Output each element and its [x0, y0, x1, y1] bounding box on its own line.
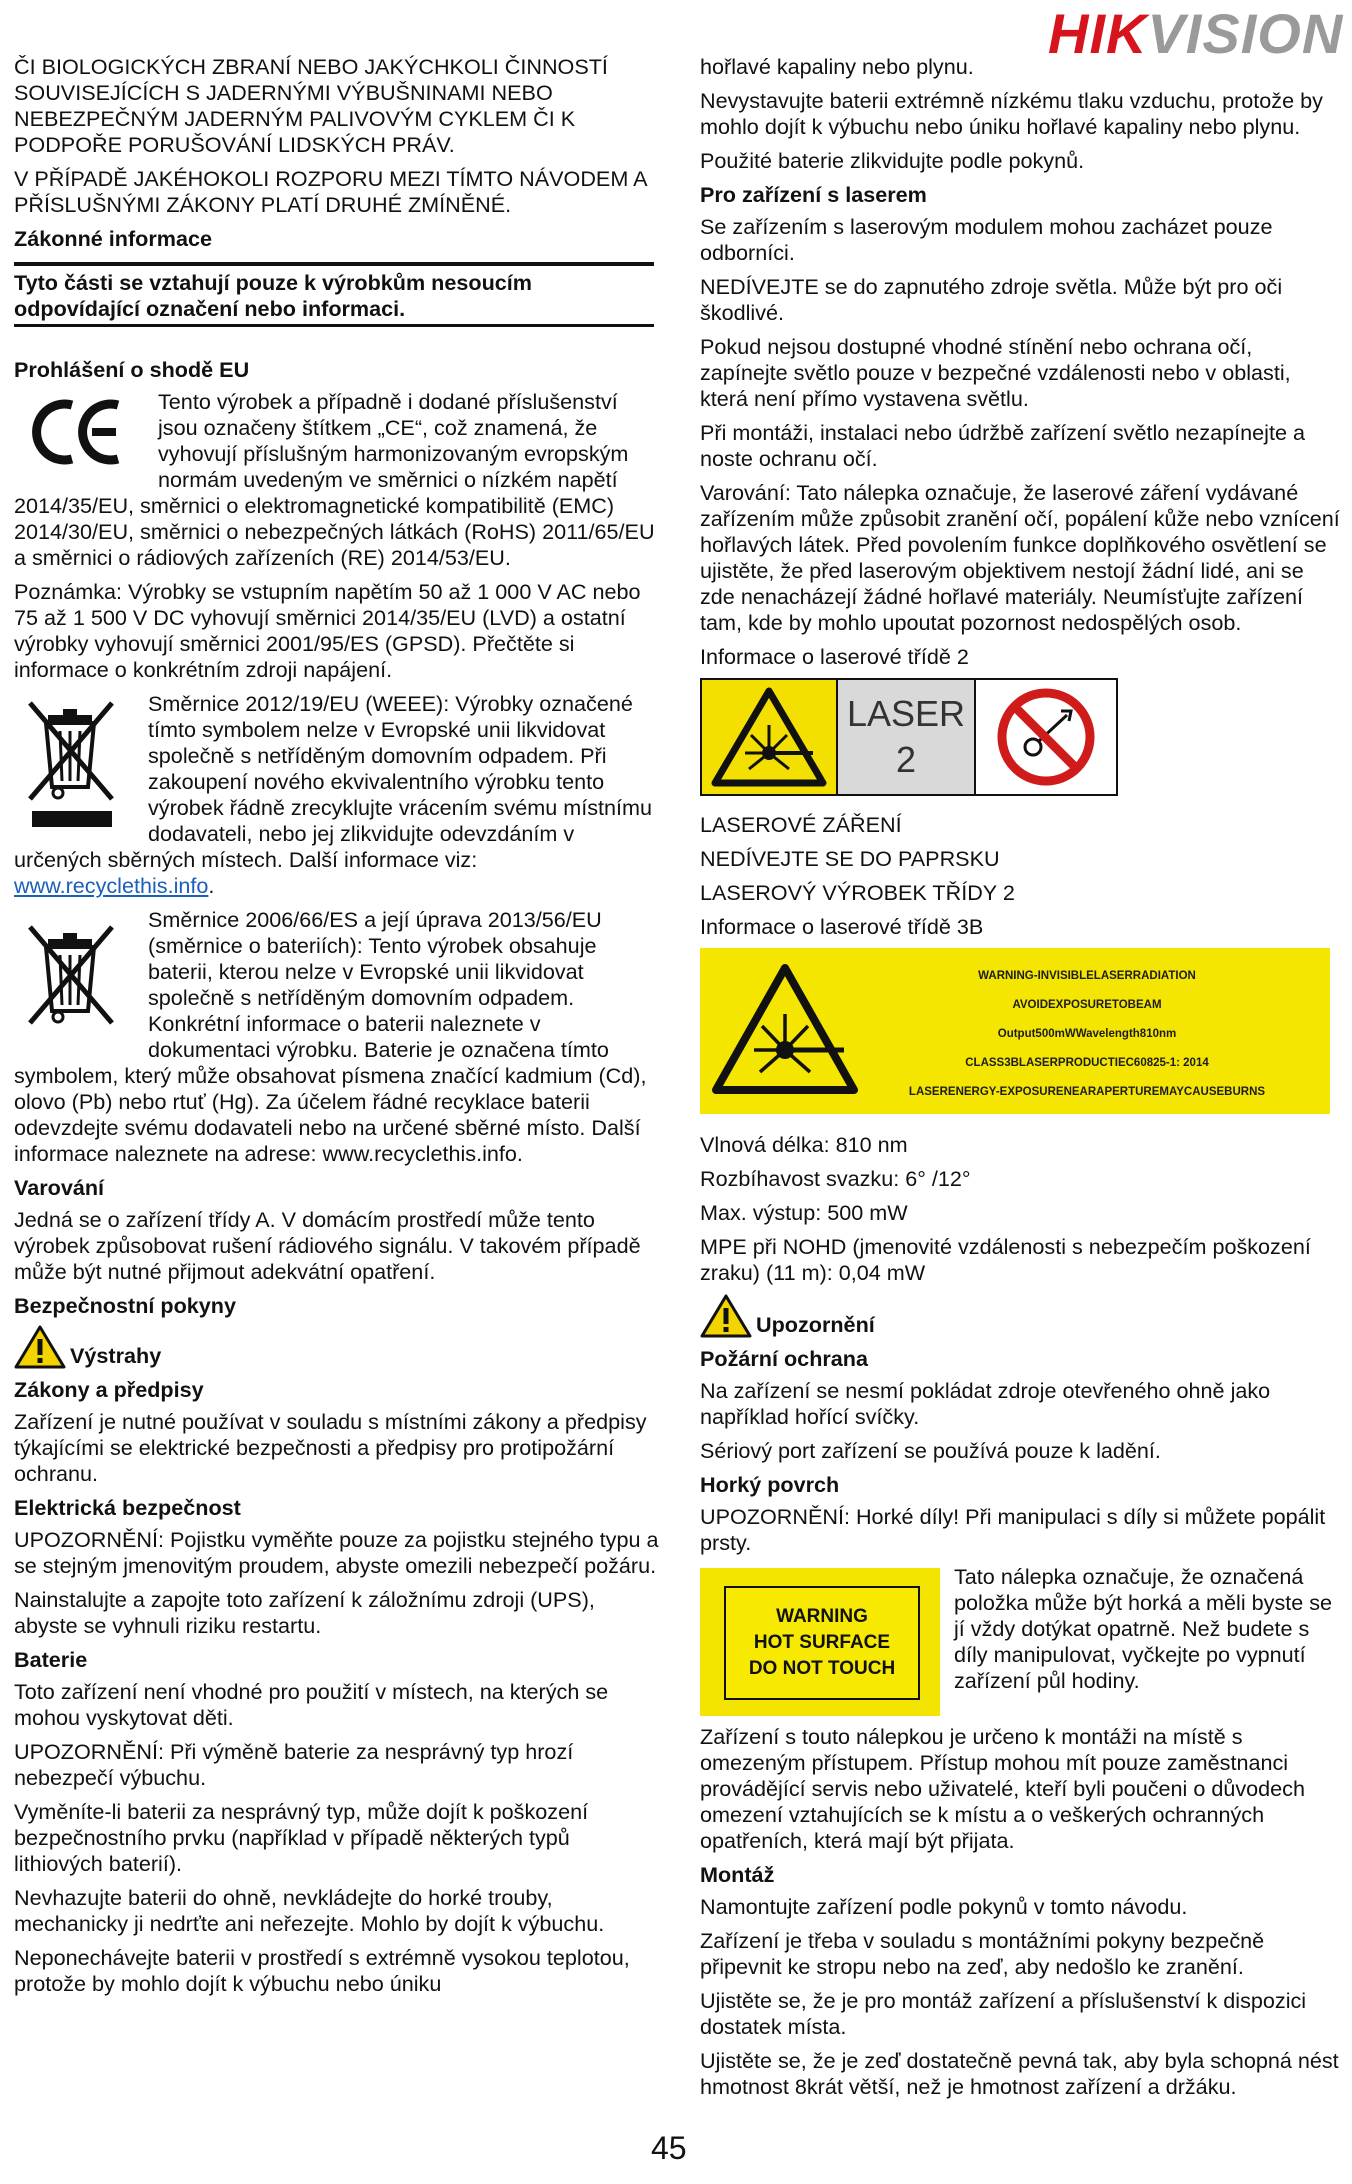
- caution-triangle-icon: [700, 1294, 752, 1338]
- laser-3b-hazard-icon: [710, 962, 860, 1102]
- battery-bin-icon: [16, 919, 126, 1045]
- hot-p3: Zařízení s touto nálepkou je určeno k montáži na místě s omezeným přístupem. Přístup mohou mít pouze zaměstnanci provádějící servis nebo uživatelé, kteří byli poučeni o důvodech omezení vztahujících se k místu a o veškerých ochranných opatřeních, která mají být přijata.: [700, 1724, 1305, 1853]
- no-look-icon: [976, 680, 1116, 794]
- hot-surface-label: [700, 1568, 940, 1716]
- weee-text-end: .: [208, 873, 215, 898]
- battery-cont-3: Použité baterie zlikvidujte podle pokynů.: [700, 148, 1085, 173]
- battery-text-3: Vyměníte-li baterii za nesprávný typ, může dojít k poškození bezpečnostního prvku (například v případě některých typů lithiových baterií).: [14, 1799, 589, 1876]
- hot-p2: Tato nálepka označuje, že označená položka může být horká a měli byste se jí vždy dotýkat opatrně. Než budete s díly manipulovat, vyčkejte po vypnutí zařízení půl hodiny.: [954, 1564, 1333, 1693]
- recycle-link[interactable]: www.recyclethis.info: [14, 873, 209, 898]
- conflict-caps: V PŘÍPADĚ JAKÉHOKOLI ROZPORU MEZI TÍMTO NÁVODEM A PŘÍSLUŠNÝMI ZÁKONY PLATÍ DRUHÉ ZMÍNĚNÉ.: [14, 166, 647, 217]
- warning-heading: Varování: [14, 1175, 105, 1200]
- electrical-text-1: UPOZORNĚNÍ: Pojistku vyměňte pouze za pojistku stejného typu a se stejným jmenovitým proudem, abyste omezili nebezpečí požáru.: [14, 1527, 659, 1578]
- class3b-heading: Informace o laserové třídě 3B: [700, 914, 984, 939]
- laser-word: LASER: [846, 693, 966, 734]
- warnings-row: [14, 1325, 659, 1369]
- label-line-1: WARNING-INVISIBLELASERRADIATION: [978, 970, 1196, 982]
- warning-text: Jedná se o zařízení třídy A. V domácím prostředí může tento výrobek způsobovat rušení rádiového signálu. V takovém případě může být nutné přijmout adekvátní opatření.: [14, 1207, 641, 1284]
- caution-row: [700, 1294, 1340, 1338]
- laser-class-text: [838, 680, 976, 794]
- mount-p2: Zařízení je třeba v souladu s montážními pokyny bezpečně připevnit ke stropu nebo na zeď, aby nedošlo ke zranění.: [700, 1928, 1265, 1979]
- laser-p2: NEDÍVEJTE se do zapnutého zdroje světla. Může být pro oči škodlivé.: [700, 274, 1283, 325]
- hot-label-line-1: WARNING: [776, 1606, 868, 1627]
- laser-heading: Pro zařízení s laserem: [700, 182, 927, 207]
- electrical-text-2: Nainstalujte a zapojte toto zařízení k záložnímu zdroji (UPS), abyste se vyhnuli riziku restartu.: [14, 1587, 595, 1638]
- weee-bin-icon: [16, 695, 126, 841]
- weee-text-body: Směrnice 2012/19/EU (WEEE): Výrobky označené tímto symbolem nelze v Evropské unii likvidovat společně s netříděným domovním odpadem. Při zakoupení nového ekvivalentního výrobku tento výrobek řádně zrecyklujte vrácením svému místnímu dodavateli, nebo jej zlikvidujte odevzdáním v určených sběrných místech. Další informace viz:: [14, 691, 653, 872]
- laws-text: Zařízení je nutné používat v souladu s místními zákony a předpisy týkajícími se elektrické bezpečnosti a předpisy pro protipožární ochranu.: [14, 1409, 647, 1486]
- battery-cont-2: Nevystavujte baterii extrémně nízkému tlaku vzduchu, protože by mohlo dojít k výbuchu nebo úniku hořlavé kapaliny nebo plynu.: [700, 88, 1323, 139]
- label-line-2: AVOIDEXPOSURETOBEAM: [1012, 999, 1162, 1011]
- right-column: [700, 54, 1340, 2108]
- divergence: Rozbíhavost svazku: 6° /12°: [700, 1166, 971, 1191]
- battery-text-2: UPOZORNĚNÍ: Při výměně baterie za nesprávný typ hrozí nebezpečí výbuchu.: [14, 1739, 574, 1790]
- laws-heading: Zákony a předpisy: [14, 1377, 204, 1402]
- hot-label-line-3: DO NOT TOUCH: [748, 1658, 896, 1679]
- logo-text-hik: HIK: [1048, 2, 1148, 65]
- label-line-4: CLASS3BLASERPRODUCTIEC60825-1: 2014: [965, 1057, 1209, 1069]
- laser-p1: Se zařízením s laserovým modulem mohou zacházet pouze odborníci.: [700, 214, 1273, 265]
- battery-text-5: Neponechávejte baterii v prostředí s extrémně vysokou teplotou, protože by mohlo dojít k výbuchu nebo úniku: [14, 1945, 630, 1996]
- fire-p2: Sériový port zařízení se používá pouze k ladění.: [700, 1438, 1161, 1463]
- lvd-note: Poznámka: Výrobky se vstupním napětím 50 až 1 000 V AC nebo 75 až 1 500 V DC vyhovují směrnici 2014/35/EU (LVD) a ostatní výrobky vyhovují směrnici 2001/95/ES (GPSD). Přečtěte si informace o konkrétním zdroji napájení.: [14, 579, 641, 682]
- left-column: [14, 54, 659, 2005]
- mpe-text: MPE při NOHD (jmenovité vzdálenosti s nebezpečím poškození zraku) (11 m): 0,04 mW: [700, 1234, 1311, 1285]
- battery-heading: Baterie: [14, 1647, 88, 1672]
- ce-text: Tento výrobek a případně i dodané příslušenství jsou označeny štítkem „CE“, což znamená, že vyhovují příslušným harmonizovaným evropským normám uvedeným ve směrnici o nízkém napětí 2014/35/EU, směrnici o elektromagnetické kompatibilitě (EMC) 2014/30/EU, směrnici o nebezpečných látkách (RoHS) 2011/65/EU a směrnici o rádiových zařízeních (RE) 2014/53/EU.: [14, 389, 655, 570]
- legal-heading: Zákonné informace: [14, 226, 212, 251]
- laser-no-look-text: NEDÍVEJTE SE DO PAPRSKU: [700, 846, 1000, 871]
- hot-label-line-2: HOT SURFACE: [753, 1632, 891, 1653]
- electrical-heading: Elektrická bezpečnost: [14, 1495, 241, 1520]
- laser-p4: Při montáži, instalaci nebo údržbě zařízení světlo nezapínejte a noste ochranu očí.: [700, 420, 1305, 471]
- wavelength: Vlnová délka: 810 nm: [700, 1132, 908, 1157]
- laser-3b-label-text: [862, 962, 1312, 1107]
- laser-class2-label: [700, 678, 1118, 796]
- laser-p5: Varování: Tato nálepka označuje, že laserové záření vydávané zařízením může způsobit zranění očí, popálení kůže nebo vznícení hořlavých látek. Před povolením funkce doplňkového osvětlení se ujistěte, že před laserovým objektivem nestojí žádní lidé, ani se zde nenacházejí žádné hořlavé materiály. Neumísťujte zařízení tam, kde by mohlo upoutat pozornost nedospělých osob.: [700, 480, 1340, 635]
- logo-text-vision: VISION: [1147, 2, 1344, 65]
- battery-cont-1: hořlavé kapaliny nebo plynu.: [700, 54, 974, 79]
- legal-box-note: Tyto části se vztahují pouze k výrobkům nesoucím odpovídající označení nebo informaci.: [14, 262, 654, 327]
- mount-p4: Ujistěte se, že je zeď dostatečně pevná tak, aby byla schopná nést hmotnost 8krát větší, než je hmotnost zařízení a držáku.: [700, 2048, 1339, 2099]
- fire-p1: Na zařízení se nesmí pokládat zdroje otevřeného ohně jako například hořící svíčky.: [700, 1378, 1271, 1429]
- label-line-5: LASERENERGY-EXPOSURENEARAPERTUREMAYCAUSEBURNS: [908, 1086, 1266, 1098]
- mount-heading: Montáž: [700, 1862, 775, 1887]
- page-number: 45: [651, 2130, 687, 2166]
- caution-label: Upozornění: [756, 1312, 875, 1337]
- laser-radiation-text: LASEROVÉ ZÁŘENÍ: [700, 812, 902, 837]
- mount-p1: Namontujte zařízení podle pokynů v tomto návodu.: [700, 1894, 1188, 1919]
- laser-product-class2: LASEROVÝ VÝROBEK TŘÍDY 2: [700, 880, 1015, 905]
- intro-caps: ČI BIOLOGICKÝCH ZBRANÍ NEBO JAKÝCHKOLI ČINNOSTÍ SOUVISEJÍCÍCH S JADERNÝMI VÝBUŠNINAMI NEBO NEBEZPEČNÝM JADERNÝM PALIVOVÝM CYKLEM ČI K PODPOŘE PORUŠOVÁNÍ LIDSKÝCH PRÁV.: [14, 54, 608, 157]
- eu-heading: Prohlášení o shodě EU: [14, 357, 250, 382]
- battery-text-4: Nevhazujte baterii do ohně, nevkládejte do horké trouby, mechanicky ji nedrťte ani neřezejte. Mohlo by dojít k výbuchu.: [14, 1885, 605, 1936]
- warning-triangle-icon: [14, 1325, 66, 1369]
- laser-class-number: 2: [895, 739, 917, 780]
- laser-p3: Pokud nejsou dostupné vhodné stínění nebo ochrana očí, zapínejte světlo pouze v bezpečné vzdálenosti nebo v oblasti, která není přímo vystavena světlu.: [700, 334, 1291, 411]
- battery-directive-text: Směrnice 2006/66/ES a její úprava 2013/56/EU (směrnice o bateriích): Tento výrobek obsahuje baterii, kterou nelze v Evropské unii likvidovat společně s netříděným domovním odpadem. Konkrétní informace o baterii naleznete v dokumentaci výrobku. Baterie je označena tímto symbolem, který může obsahovat písmena značící kadmium (Cd), olovo (Pb) nebo rtuť (Hg). Za účelem řádné recyklace baterii odevzdejte svému dodavateli nebo na určené sběrné místo. Další informace naleznete na adrese: www.recyclethis.info.: [14, 907, 647, 1166]
- max-output: Max. výstup: 500 mW: [700, 1200, 908, 1225]
- fire-heading: Požární ochrana: [700, 1346, 868, 1371]
- battery-text-1: Toto zařízení není vhodné pro použití v místech, na kterých se mohou vyskytovat děti.: [14, 1679, 609, 1730]
- mount-p3: Ujistěte se, že je pro montáž zařízení a příslušenství k dispozici dostatek místa.: [700, 1988, 1307, 2039]
- label-line-3: Output500mWWavelength810nm: [997, 1028, 1177, 1040]
- warnings-label: Výstrahy: [70, 1343, 162, 1368]
- hot-heading: Horký povrch: [700, 1472, 840, 1497]
- laser-class3b-label: [700, 948, 1330, 1114]
- hot-surface-label-inner: [724, 1586, 920, 1700]
- safety-heading: Bezpečnostní pokyny: [14, 1293, 236, 1318]
- ce-mark-icon: [32, 397, 124, 473]
- laser-hazard-icon: [702, 680, 838, 794]
- class2-heading: Informace o laserové třídě 2: [700, 644, 969, 669]
- hot-p1: UPOZORNĚNÍ: Horké díly! Při manipulaci s díly si můžete popálit prsty.: [700, 1504, 1326, 1555]
